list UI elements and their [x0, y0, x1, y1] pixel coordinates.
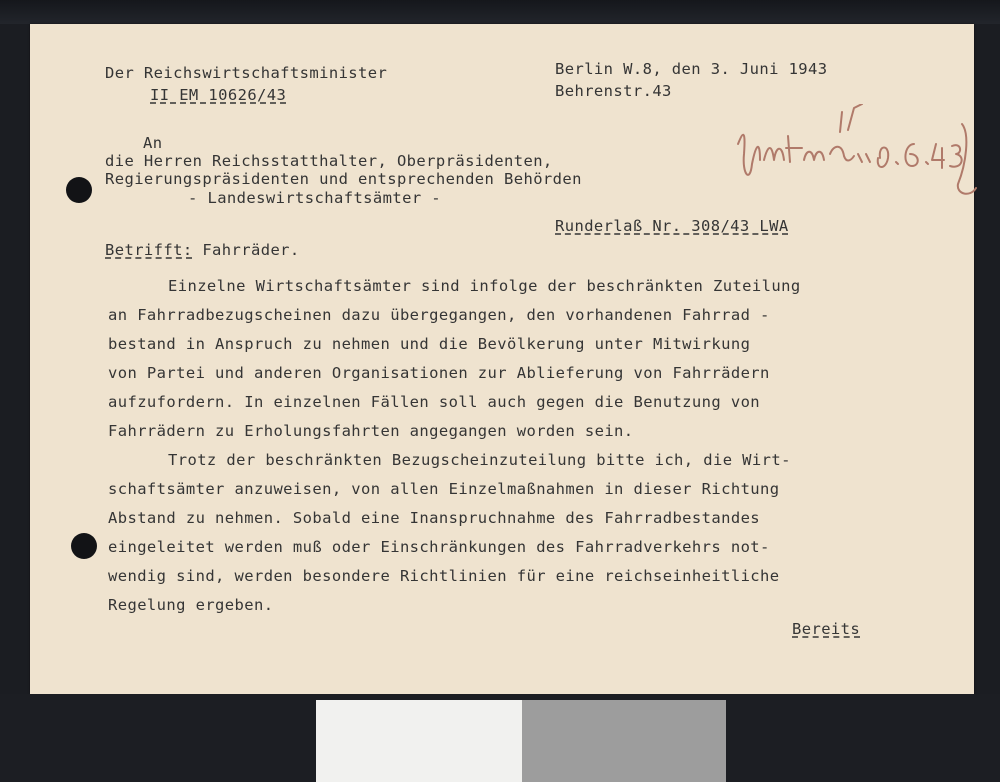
street-address: Behrenstr.43: [555, 82, 672, 100]
punch-hole: [66, 177, 92, 203]
salutation-to: An: [143, 134, 163, 152]
sender: Der Reichswirtschaftsminister: [105, 64, 388, 82]
body-line: eingeleitet werden muß oder Einschränkungen des Fahrradverkehrs not-: [108, 538, 770, 556]
recipients-line-1: die Herren Reichsstatthalter, Oberpräsidenten,: [105, 152, 553, 170]
subject-line: [105, 241, 300, 259]
body-line: Regelung ergeben.: [108, 596, 274, 614]
circular-number: Runderlaß Nr. 308/43 LWA: [555, 217, 789, 235]
reference-number: II EM 10626/43: [150, 86, 287, 104]
handwritten-receipt-note: [730, 104, 980, 204]
body-line: an Fahrradbezugscheinen dazu übergegangen, den vorhandenen Fahrrad -: [108, 306, 770, 324]
body-line: Fahrrädern zu Erholungsfahrten angegangen worden sein.: [108, 422, 634, 440]
body-line: Einzelne Wirtschaftsämter sind infolge der beschränkten Zuteilung: [168, 277, 801, 295]
recipients-line-3: - Landeswirtschaftsämter -: [188, 189, 442, 207]
body-line: wendig sind, werden besondere Richtlinien für eine reichseinheitliche: [108, 567, 780, 585]
subject-text: Fahrräder.: [202, 241, 300, 259]
body-line: schaftsämter anzuweisen, von allen Einzelmaßnahmen in dieser Richtung: [108, 480, 780, 498]
scan-backdrop: [0, 0, 1000, 24]
calibration-card-grey: [522, 700, 726, 782]
punch-hole: [71, 533, 97, 559]
body-line: Trotz der beschränkten Bezugscheinzuteilung bitte ich, die Wirt-: [168, 451, 791, 469]
subject-label: Betrifft:: [105, 241, 193, 259]
body-line: von Partei und anderen Organisationen zur Ablieferung von Fahrrädern: [108, 364, 770, 382]
body-line: Abstand zu nehmen. Sobald eine Inanspruchnahme des Fahrradbestandes: [108, 509, 761, 527]
letter-page: [30, 24, 974, 694]
place-date: Berlin W.8, den 3. Juni 1943: [555, 60, 828, 78]
recipients-line-2: Regierungspräsidenten und entsprechenden Behörden: [105, 170, 582, 188]
calibration-card-white: [316, 700, 522, 782]
body-line: bestand in Anspruch zu nehmen und die Bevölkerung unter Mitwirkung: [108, 335, 751, 353]
body-line: aufzufordern. In einzelnen Fällen soll auch gegen die Benutzung von: [108, 393, 761, 411]
catchword: Bereits: [792, 620, 861, 638]
